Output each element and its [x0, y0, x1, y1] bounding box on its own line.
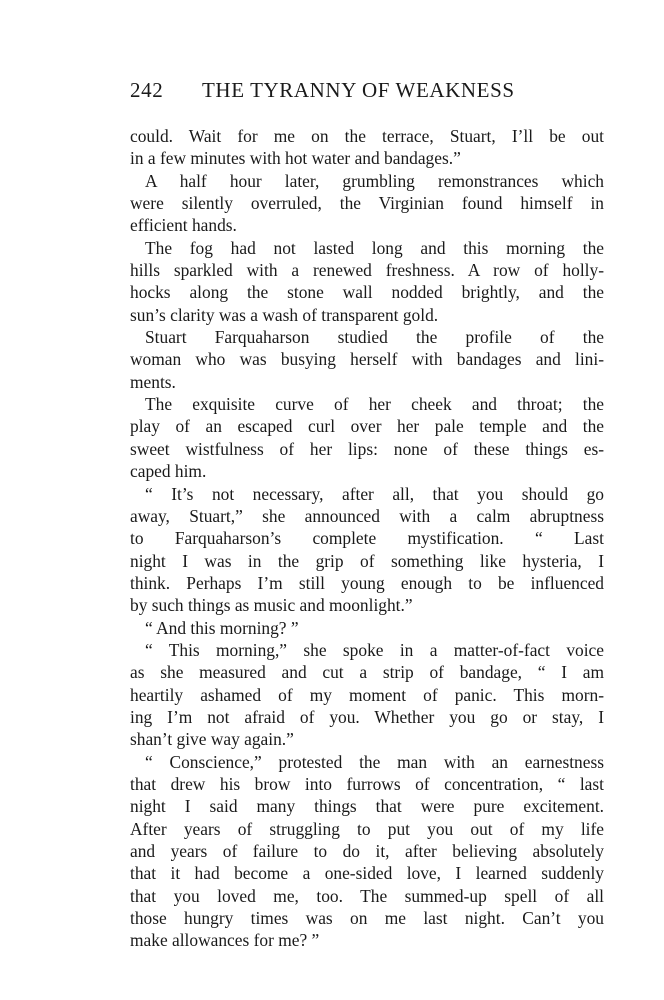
text-line: that you loved me, too. The summed-up spell of all	[130, 885, 604, 906]
text-line: caped him.	[130, 461, 207, 482]
text-line: “ Conscience,” protested the man with an earnestness	[145, 751, 604, 772]
text-line: that drew his brow into furrows of concentration, “ last	[130, 773, 604, 794]
text-line: “ It’s not necessary, after all, that you should go	[145, 483, 604, 504]
text-line: woman who was busying herself with bandages and lini-	[130, 349, 604, 370]
text-line: The exquisite curve of her cheek and throat; the	[145, 394, 604, 415]
text-line: by such things as music and moonlight.”	[130, 595, 413, 616]
text-line: “ This morning,” she spoke in a matter-of-fact voice	[145, 639, 604, 660]
text-line: heartily ashamed of my moment of panic. This morn-	[130, 684, 604, 705]
text-line: to Farquaharson’s complete mystification. “ Last	[130, 528, 604, 549]
text-line: were silently overruled, the Virginian found himself in	[130, 193, 604, 214]
page-number: 242	[130, 78, 164, 102]
text-line: could. Wait for me on the terrace, Stuart, I’ll be out	[130, 126, 604, 146]
text-line: efficient hands.	[130, 215, 237, 236]
text-line: ments.	[130, 371, 176, 392]
text-line: The fog had not lasted long and this morning the	[145, 237, 604, 258]
body-text	[130, 125, 604, 952]
text-line: shan’t give way again.”	[130, 729, 294, 750]
text-line: those hungry times was on me last night. Can’t you	[130, 908, 604, 929]
text-line: ing I’m not afraid of you. Whether you go or stay, I	[130, 706, 604, 727]
text-line: hills sparkled with a renewed freshness. A row of holly-	[130, 260, 604, 281]
text-line: and years of failure to do it, after believing absolutely	[130, 841, 604, 861]
text-line: think. Perhaps I’m still young enough to be influenced	[130, 572, 604, 593]
text-line: “ And this morning? ”	[145, 617, 299, 638]
book-page	[130, 78, 604, 952]
text-line: sweet wistfulness of her lips: none of these things es-	[130, 438, 604, 459]
text-line: make allowances for me? ”	[130, 930, 320, 951]
text-line: night I said many things that were pure excitement.	[130, 796, 604, 817]
running-title: THE TYRANNY OF WEAKNESS	[202, 78, 515, 102]
text-line: A half hour later, grumbling remonstrances which	[145, 170, 604, 191]
text-line: in a few minutes with hot water and bandages.”	[130, 148, 461, 169]
page-header	[130, 78, 604, 103]
text-line: as she measured and cut a strip of bandage, “ I am	[130, 662, 604, 683]
text-line: hocks along the stone wall nodded brightly, and the	[130, 282, 604, 303]
text-line: After years of struggling to put you out of my life	[130, 818, 604, 839]
text-line: sun’s clarity was a wash of transparent gold.	[130, 304, 439, 325]
text-line: away, Stuart,” she announced with a calm abruptness	[130, 505, 604, 526]
text-line: Stuart Farquaharson studied the profile of the	[145, 327, 604, 348]
text-line: night I was in the grip of something like hysteria, I	[130, 550, 604, 571]
text-line: play of an escaped curl over her pale temple and the	[130, 416, 604, 437]
text-line: that it had become a one-sided love, I learned suddenly	[130, 863, 604, 884]
